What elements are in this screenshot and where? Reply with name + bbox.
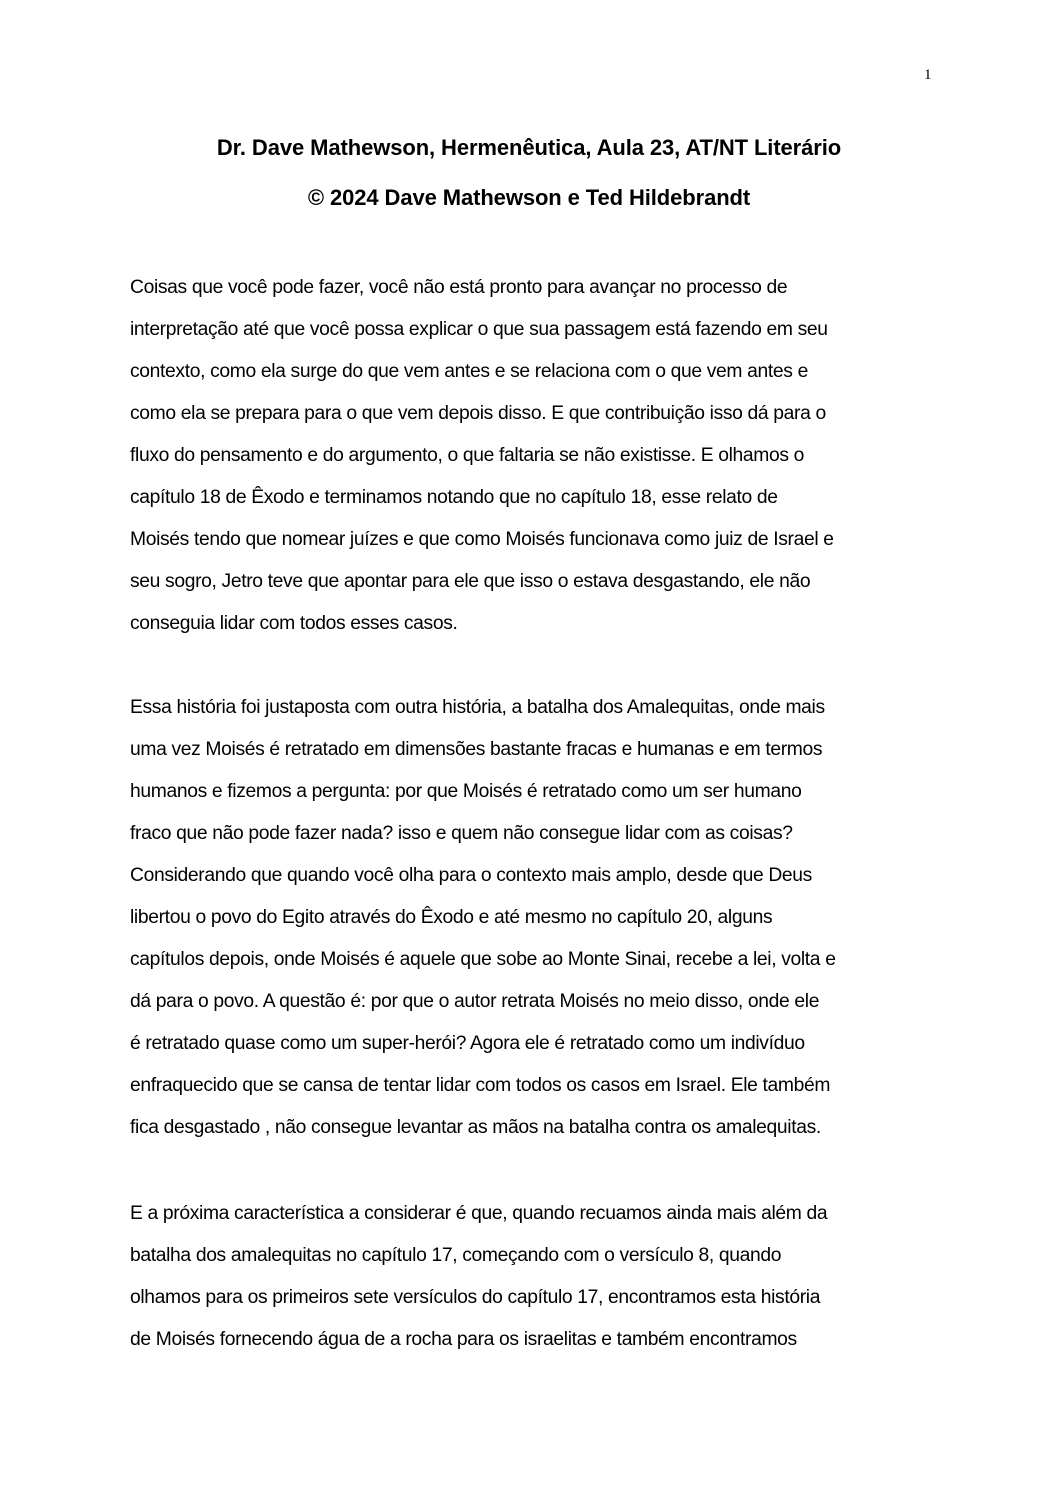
- text-line: como ela se prepara para o que vem depois disso. E que contribuição isso dá para o: [130, 403, 826, 424]
- text-line: contexto, como ela surge do que vem antes e se relaciona com o que vem antes e: [130, 361, 808, 382]
- text-line: fraco que não pode fazer nada? isso e quem não consegue lidar com as coisas?: [130, 823, 793, 844]
- text-line: seu sogro, Jetro teve que apontar para ele que isso o estava desgastando, ele não: [130, 571, 811, 592]
- text-line: Considerando que quando você olha para o contexto mais amplo, desde que Deus: [130, 865, 812, 886]
- text-line: de Moisés fornecendo água de a rocha para os israelitas e também encontramos: [130, 1329, 797, 1350]
- document-copyright: © 2024 Dave Mathewson e Ted Hildebrandt: [307, 185, 751, 210]
- paragraph: [130, 1193, 950, 1361]
- text-line: é retratado quase como um super-herói? Agora ele é retratado como um indivíduo: [130, 1033, 805, 1054]
- text-line: fica desgastado , não consegue levantar as mãos na batalha contra os amalequitas.: [130, 1117, 821, 1138]
- text-line: uma vez Moisés é retratado em dimensões bastante fracas e humanas e em termos: [130, 739, 823, 760]
- text-line: dá para o povo. A questão é: por que o autor retrata Moisés no meio disso, onde ele: [130, 991, 820, 1012]
- document-title: Dr. Dave Mathewson, Hermenêutica, Aula 23, AT/NT Literário: [216, 135, 842, 160]
- text-line: enfraquecido que se cansa de tentar lidar com todos os casos em Israel. Ele também: [130, 1075, 831, 1096]
- text-line: capítulos depois, onde Moisés é aquele que sobe ao Monte Sinai, recebe a lei, volta e: [130, 949, 836, 970]
- text-line: capítulo 18 de Êxodo e terminamos notando que no capítulo 18, esse relato de: [130, 487, 778, 508]
- text-line: E a próxima característica a considerar é que, quando recuamos ainda mais além da: [130, 1203, 828, 1224]
- text-line: Moisés tendo que nomear juízes e que como Moisés funcionava como juiz de Israel e: [130, 529, 834, 550]
- text-line: batalha dos amalequitas no capítulo 17, começando com o versículo 8, quando: [130, 1245, 782, 1266]
- text-line: Essa história foi justaposta com outra história, a batalha dos Amalequitas, onde mais: [130, 697, 825, 718]
- text-line: Coisas que você pode fazer, você não está pronto para avançar no processo de: [130, 277, 788, 298]
- text-line: fluxo do pensamento e do argumento, o que faltaria se não existisse. E olhamos o: [130, 445, 805, 466]
- paragraph: [130, 267, 950, 645]
- paragraph: [130, 687, 950, 1149]
- text-line: humanos e fizemos a pergunta: por que Moisés é retratado como um ser humano: [130, 781, 802, 802]
- page-number: 1: [924, 67, 932, 83]
- text-line: olhamos para os primeiros sete versículos do capítulo 17, encontramos esta história: [130, 1287, 821, 1308]
- text-line: conseguia lidar com todos esses casos.: [130, 613, 458, 634]
- text-line: libertou o povo do Egito através do Êxodo e até mesmo no capítulo 20, alguns: [130, 907, 773, 928]
- text-line: interpretação até que você possa explicar o que sua passagem está fazendo em seu: [130, 319, 828, 340]
